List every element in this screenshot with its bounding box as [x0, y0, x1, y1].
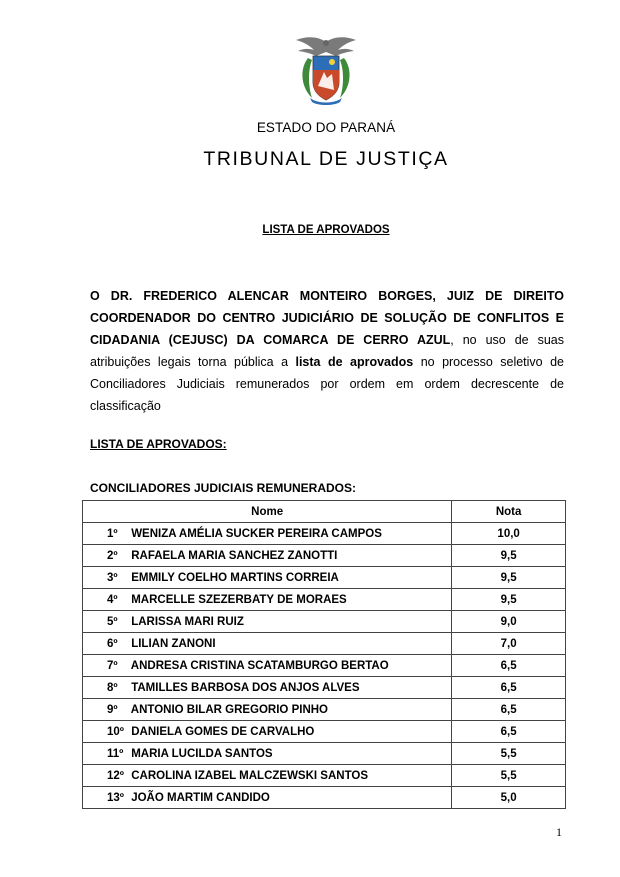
- grade-cell: 10,0: [452, 523, 566, 545]
- table-row: [83, 765, 566, 787]
- intro-text-end: no processo seletivo de Conciliadores Judiciais remunerados por ordem em ordem decrescente de classificação: [90, 355, 564, 413]
- name-cell: [83, 545, 452, 567]
- candidate-name: ANTONIO BILAR GREGORIO PINHO: [130, 703, 328, 716]
- grade-cell: 5,0: [452, 787, 566, 809]
- table-row: [83, 721, 566, 743]
- page-number: 1: [556, 825, 562, 839]
- table-row: [83, 787, 566, 809]
- grade-cell: 5,5: [452, 743, 566, 765]
- grade-column-header: Nota: [452, 501, 566, 523]
- name-cell: [83, 765, 452, 787]
- name-cell: [83, 523, 452, 545]
- name-cell: [83, 677, 452, 699]
- grade-cell: 6,5: [452, 677, 566, 699]
- grade-cell: 6,5: [452, 655, 566, 677]
- candidate-name: CAROLINA IZABEL MALCZEWSKI SANTOS: [131, 769, 369, 782]
- table-row: [83, 545, 566, 567]
- rank: 5º: [107, 615, 118, 628]
- intro-paragraph: [90, 285, 564, 417]
- candidate-name: MARCELLE SZEZERBATY DE MORAES: [131, 593, 347, 606]
- intro-emphasis: lista de aprovados: [295, 355, 414, 369]
- name-cell: [83, 787, 452, 809]
- court-name: TRIBUNAL DE JUSTIÇA: [203, 148, 449, 170]
- table-row: [83, 523, 566, 545]
- rank: 3º: [107, 571, 118, 584]
- table-header-row: [83, 501, 566, 523]
- rank: 13º: [107, 791, 124, 804]
- candidate-name: JOÃO MARTIM CANDIDO: [131, 791, 270, 804]
- table-row: [83, 677, 566, 699]
- candidate-name: EMMILY COELHO MARTINS CORREIA: [131, 571, 339, 584]
- grade-cell: 6,5: [452, 699, 566, 721]
- table-row: [83, 567, 566, 589]
- table-row: [83, 655, 566, 677]
- grade-cell: 9,5: [452, 589, 566, 611]
- intro-judge-statement: O DR. FREDERICO ALENCAR MONTEIRO BORGES, JUIZ DE DIREITO COORDENADOR DO CENTRO JUDICIÁRIO DE SOLUÇÃO DE CONFLITOS E CIDADANIA (CEJUSC) DA COMARCA DE CERRO AZUL: [90, 289, 564, 347]
- name-cell: [83, 611, 452, 633]
- rank: 9º: [107, 703, 118, 716]
- category-heading: CONCILIADORES JUDICIAIS REMUNERADOS:: [90, 481, 357, 495]
- intro-text: , no uso de suas atribuições legais torna pública a: [90, 333, 564, 369]
- name-cell: [83, 721, 452, 743]
- section-heading: LISTA DE APROVADOS:: [90, 437, 227, 451]
- candidate-name: WENIZA AMÉLIA SUCKER PEREIRA CAMPOS: [131, 527, 382, 540]
- candidate-name: LILIAN ZANONI: [131, 637, 216, 650]
- rank: 11º: [107, 747, 124, 760]
- state-name: ESTADO DO PARANÁ: [256, 120, 396, 135]
- candidate-name: ANDRESA CRISTINA SCATAMBURGO BERTAO: [130, 659, 389, 672]
- candidate-name: MARIA LUCILDA SANTOS: [131, 747, 273, 760]
- rank: 2º: [107, 549, 118, 562]
- rank: 4º: [107, 593, 118, 606]
- table-row: [83, 589, 566, 611]
- rank: 8º: [107, 681, 118, 694]
- approved-list-table: [82, 500, 566, 809]
- rank: 1º: [107, 527, 118, 540]
- name-cell: [83, 743, 452, 765]
- grade-cell: 7,0: [452, 633, 566, 655]
- name-column-header: Nome: [83, 501, 452, 523]
- name-cell: [83, 699, 452, 721]
- table-row: [83, 611, 566, 633]
- candidate-name: TAMILLES BARBOSA DOS ANJOS ALVES: [131, 681, 360, 694]
- grade-cell: 6,5: [452, 721, 566, 743]
- grade-cell: 9,5: [452, 567, 566, 589]
- name-cell: [83, 589, 452, 611]
- table-row: [83, 699, 566, 721]
- rank: 6º: [107, 637, 118, 650]
- candidate-name: RAFAELA MARIA SANCHEZ ZANOTTI: [131, 549, 338, 562]
- rank: 10º: [107, 725, 124, 738]
- rank: 12º: [107, 769, 124, 782]
- rank: 7º: [107, 659, 118, 672]
- grade-cell: 9,0: [452, 611, 566, 633]
- grade-cell: 5,5: [452, 765, 566, 787]
- candidate-name: LARISSA MARI RUIZ: [131, 615, 244, 628]
- candidate-name: DANIELA GOMES DE CARVALHO: [131, 725, 315, 738]
- document-title: LISTA DE APROVADOS: [262, 224, 390, 236]
- name-cell: [83, 655, 452, 677]
- parana-coat-of-arms-icon: [294, 34, 358, 106]
- grade-cell: 9,5: [452, 545, 566, 567]
- name-cell: [83, 567, 452, 589]
- table-row: [83, 633, 566, 655]
- name-cell: [83, 633, 452, 655]
- table-row: [83, 743, 566, 765]
